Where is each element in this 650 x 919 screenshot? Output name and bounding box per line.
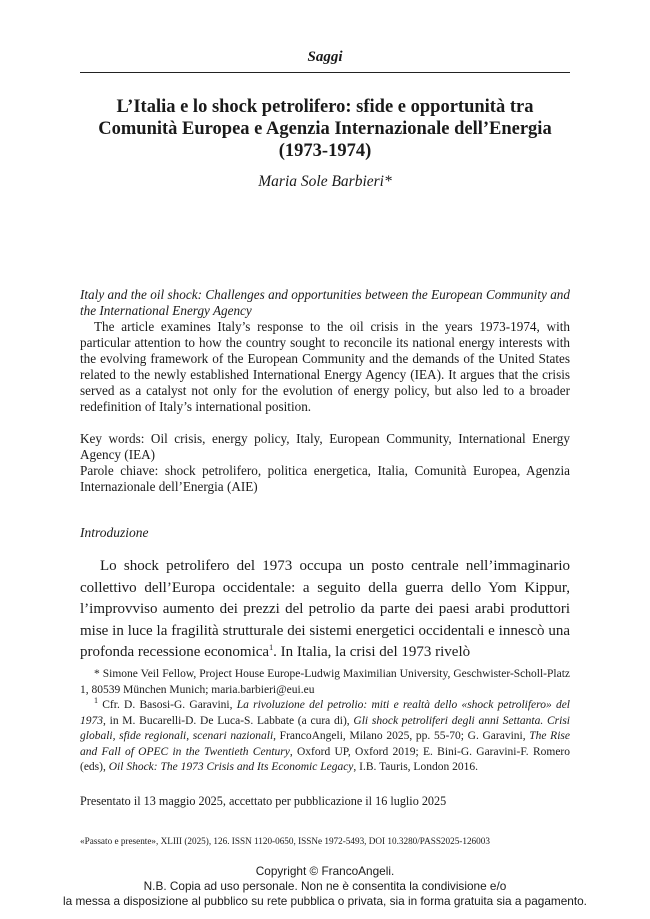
- footnote-1-cited-title: The Rise and Fall of OPEC in the Twentieth Century: [80, 730, 570, 758]
- abstract-text: The article examines Italy’s response to the oil crisis in the years 1973-1974, with particular attention to how the country sought to reconcile its national energy interests with the evolving framework of the European Community and the demands of the United States related to the newly established International Energy Agency (IEA). It argues that the crisis served as a catalyst not only for the evolution of energy policy, but also led to a broader redefinition of Italy’s international position.: [80, 319, 570, 414]
- keywords-english: Key words: Oil crisis, energy policy, Italy, European Community, International Energy Agency (IEA): [80, 431, 570, 462]
- submission-dates: Presentato il 13 maggio 2025, accettato per pubblicazione il 16 luglio 2025: [80, 794, 447, 808]
- footnote-1-text: , in M. Bucarelli-D. De Luca-S. Labbate (a cura di),: [103, 714, 354, 727]
- footnote-1-marker: 1: [94, 696, 98, 706]
- section-label: Saggi: [307, 49, 343, 65]
- footnote-1: [80, 698, 570, 776]
- introduction-text-part1: Lo shock petrolifero del 1973 occupa un posto centrale nell’immaginario collettivo dell’Europa occidentale: a seguito della guerra dello Yom Kippur, l’improvviso aumento dei prezzi del petrolio da parte dei paesi arabi produttori mise in luce la fragilità strutturale dei sistemi energetici occidentali e innescò una profonda recessione economica: [80, 558, 570, 660]
- footnote-1-text: , FrancoAngeli, Milano 2025, pp. 55-70; G. Garavini,: [273, 730, 530, 742]
- copyright-line: Copyright © FrancoAngeli.: [255, 864, 395, 878]
- footnote-1-text: Cfr. D. Basosi-G. Garavini,: [102, 699, 237, 711]
- copyright-usage-note: N.B. Copia ad uso personale. Non ne è consentita la condivisione e/o: [143, 879, 507, 893]
- footnote-1-cited-title: La rivoluzione del petrolio: miti e realtà dello «shock petrolifero» del 1973: [80, 699, 571, 727]
- keywords: [80, 431, 570, 495]
- header-rule: [80, 72, 570, 73]
- keywords-italian: Parole chiave: shock petrolifero, politica energetica, Italia, Comunità Europea, Agenzia Internazionale dell’Energia (AIE): [80, 463, 570, 494]
- introduction-paragraph: [80, 556, 570, 664]
- abstract: [80, 287, 570, 415]
- footnotes: [80, 667, 570, 776]
- footnote-1-cited-title: Oil Shock: The 1973 Crisis and Its Economic Legacy: [108, 761, 354, 773]
- section-heading-introduction: Introduzione: [80, 525, 149, 540]
- introduction-text-part2: . In Italia, la crisi del 1973 rivelò: [273, 644, 471, 660]
- footnote-author: * Simone Veil Fellow, Project House Europe-Ludwig Maximilian University, Geschwister-Scholl-Platz 1, 80539 München Munich; maria.barbieri@eui.eu: [80, 668, 570, 696]
- article-title: L’Italia e lo shock petrolifero: sfide e opportunità tra Comunità Europea e Agenzia Internazionale dell’Energia (1973-1974): [98, 97, 552, 161]
- footnote-1-text: , I.B. Tauris, London 2016.: [353, 761, 478, 773]
- footnote-1-cited-title: Gli shock petroliferi degli anni Settanta. Crisi globali, sfide regionali, scenari nazionali: [80, 714, 570, 742]
- copyright-notice: [0, 864, 650, 909]
- footnote-reference-1[interactable]: 1: [269, 643, 274, 652]
- article-author: Maria Sole Barbieri*: [258, 173, 392, 190]
- abstract-english-title: Italy and the oil shock: Challenges and opportunities between the European Community and the International Energy Agency: [80, 287, 570, 318]
- footnote-1-text: , Oxford UP, Oxford 2019; E. Bini-G. Garavini-F. Romero (eds),: [80, 745, 570, 773]
- copyright-usage-note: la messa a disposizione al pubblico su rete pubblica o privata, sia in forma gratuita sia a pagamento.: [63, 894, 587, 908]
- journal-info: «Passato e presente», XLIII (2025), 126. ISSN 1120-0650, ISSNe 1972-5493, DOI 10.3280/PASS2025-126003: [80, 836, 490, 846]
